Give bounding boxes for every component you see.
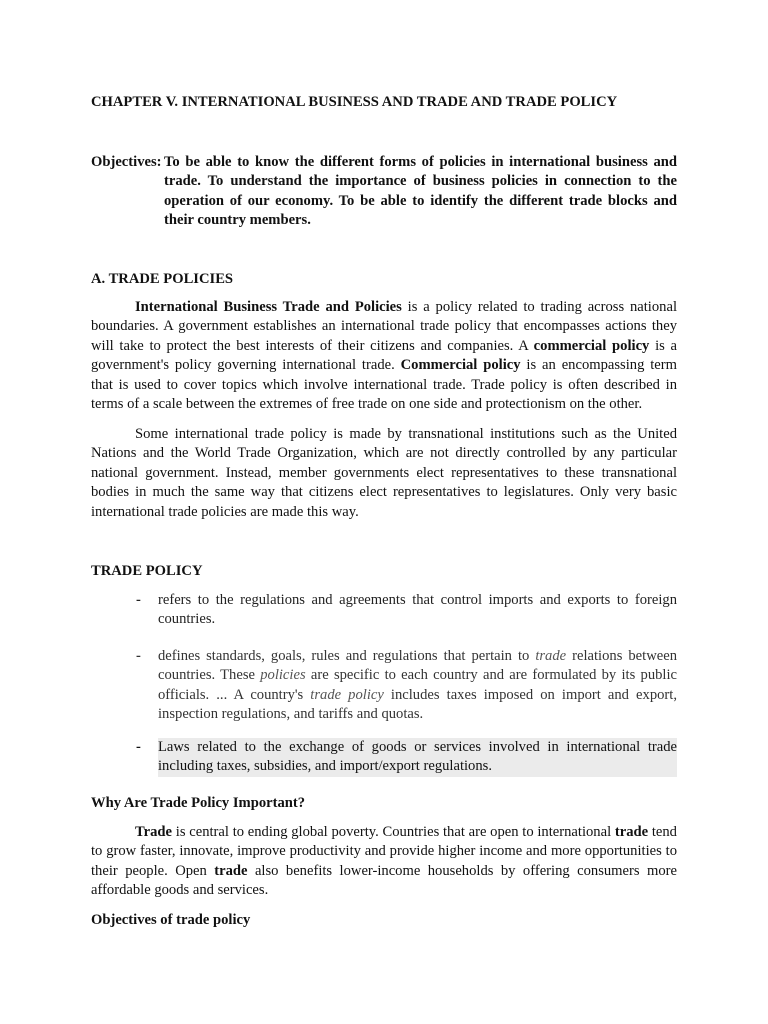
paragraph-transnational [91,425,677,522]
section-a-heading: A. TRADE POLICIES [91,271,234,287]
text-run: is a policy related to trading across national boundaries. A government establishes an international trade policy that encompasses actions they will take to protect the best interests of their citizens and companies. A [91,299,677,354]
text-run: tend to grow faster, innovate, improve productivity and provide higher income and more opportunities to their people. Open [91,824,677,879]
list-item [91,647,677,725]
objectives-text: To be able to know the different forms of policies in international business and trade. To understand the importance of business policies in connection to the operation of our economy. To be able to identify the different trade blocks and their country members. [164,154,677,229]
text-run: defines standards, goals, rules and regulations that pertain to [158,648,536,664]
paragraph-why [91,823,677,901]
list-item-text [158,647,677,725]
italic-term: trade policy [310,686,384,703]
bold-term: International Business Trade and Policies [135,299,402,315]
dash-bullet: - [136,648,141,664]
bold-term: Trade [135,824,173,840]
list-item-text: refers to the regulations and agreements that control imports and exports to foreign countries. [158,592,677,628]
dash-bullet: - [136,592,141,608]
text-run: is a government's policy governing international trade. [91,337,678,374]
bold-term: trade [614,824,649,840]
text-run: Some international trade policy is made by transnational institutions such as the United Nations and the World Trade Organization, which are not directly controlled by any particular national government. Instead, member governments elect representatives to these transnational bodies in much the same way that citizens elect representatives to legislatures. Only very basic international trade policies are made this way. [91,426,677,520]
text-run: are specific to each country and are formulated by its public officials. ... A country's [158,667,677,703]
italic-term: trade [535,648,567,664]
text-run: includes taxes imposed on import and export, inspection regulations, and tariffs and quotas. [158,686,677,723]
text-run: is an encompassing term that is used to cover topics which involve international trade. Trade policy is often described in terms of a scale between the extremes of free trade on one side and protectionism on the other. [91,357,677,413]
chapter-title: CHAPTER V. INTERNATIONAL BUSINESS AND TRADE AND TRADE POLICY [91,94,618,110]
list-item-text-highlighted: Laws related to the exchange of goods or services involved in international trade including taxes, subsidies, and import/export regulations. [158,738,677,777]
list-item [91,738,677,777]
bold-term: trade [214,862,248,879]
italic-term: policies [260,667,306,684]
trade-policy-heading: TRADE POLICY [91,563,203,579]
text-run: is central to ending global poverty. Countries that are open to international [172,824,615,840]
objectives-of-trade-policy-heading: Objectives of trade policy [91,912,251,928]
objectives-block [91,153,677,231]
bold-term: Commercial policy [400,357,521,374]
bold-term: commercial policy [533,337,650,354]
objectives-label: Objectives: [91,154,162,170]
list-item [91,591,677,630]
dash-bullet: - [136,739,141,755]
paragraph-trade-policies [91,298,677,414]
why-heading: Why Are Trade Policy Important? [91,795,306,811]
text-run: relations between countries. These [158,648,677,684]
text-run: also benefits lower-income households by offering consumers more affordable goods and services. [91,862,677,899]
